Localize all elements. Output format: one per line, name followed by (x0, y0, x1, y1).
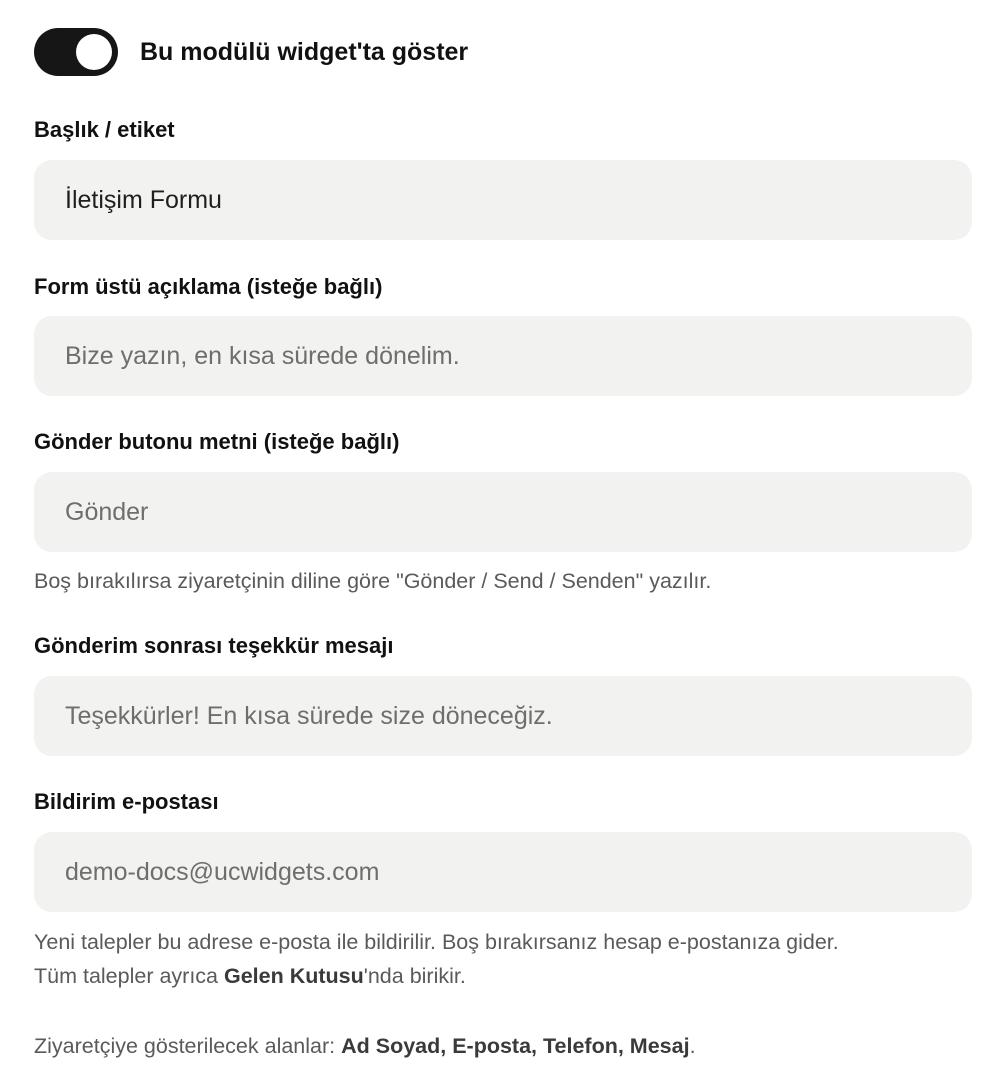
thanks-message-label: Gönderim sonrası teşekkür mesajı (34, 633, 394, 658)
visible-fields-list: Ad Soyad, E-posta, Telefon, Mesaj (341, 1034, 690, 1058)
title-label: Başlık / etiket (34, 117, 175, 142)
description-input[interactable] (34, 316, 972, 396)
notification-email-input-placeholder: demo-docs@ucwidgets.com (65, 857, 380, 886)
help-line2-suffix: 'nda birikir. (363, 964, 466, 988)
toggle-knob (76, 34, 112, 70)
show-module-toggle[interactable] (34, 28, 118, 76)
help-line2-prefix: Tüm talepler ayrıca (34, 964, 224, 988)
visible-fields-suffix: . (689, 1034, 696, 1058)
description-label: Form üstü açıklama (isteğe bağlı) (34, 274, 383, 299)
notification-email-help-line2 (34, 959, 839, 993)
button-text-label: Gönder butonu metni (isteğe bağlı) (34, 429, 400, 454)
show-module-toggle-row (34, 28, 468, 76)
button-text-input-placeholder: Gönder (65, 497, 149, 526)
button-text-help: Boş bırakılırsa ziyaretçinin diline göre "Gönder / Send / Senden" yazılır. (34, 569, 712, 593)
inbox-link-text: Gelen Kutusu (223, 964, 364, 988)
thanks-message-input-placeholder: Teşekkürler! En kısa sürede size döneceğiz. (65, 701, 553, 730)
visible-fields-note (34, 1029, 696, 1063)
title-input[interactable] (34, 160, 972, 240)
visible-fields-prefix: Ziyaretçiye gösterilecek alanlar: (34, 1034, 342, 1058)
notification-email-help (34, 925, 839, 993)
description-input-placeholder: Bize yazın, en kısa sürede dönelim. (65, 341, 460, 370)
notification-email-help-line1: Yeni talepler bu adrese e-posta ile bildirilir. Boş bırakırsanız hesap e-postanıza gider. (34, 930, 839, 954)
notification-email-input[interactable] (34, 832, 972, 912)
show-module-toggle-label[interactable]: Bu modülü widget'ta göster (140, 37, 469, 66)
notification-email-label: Bildirim e-postası (34, 789, 219, 814)
title-input-value: İletişim Formu (65, 185, 222, 214)
button-text-input[interactable] (34, 472, 972, 552)
thanks-message-input[interactable] (34, 676, 972, 756)
